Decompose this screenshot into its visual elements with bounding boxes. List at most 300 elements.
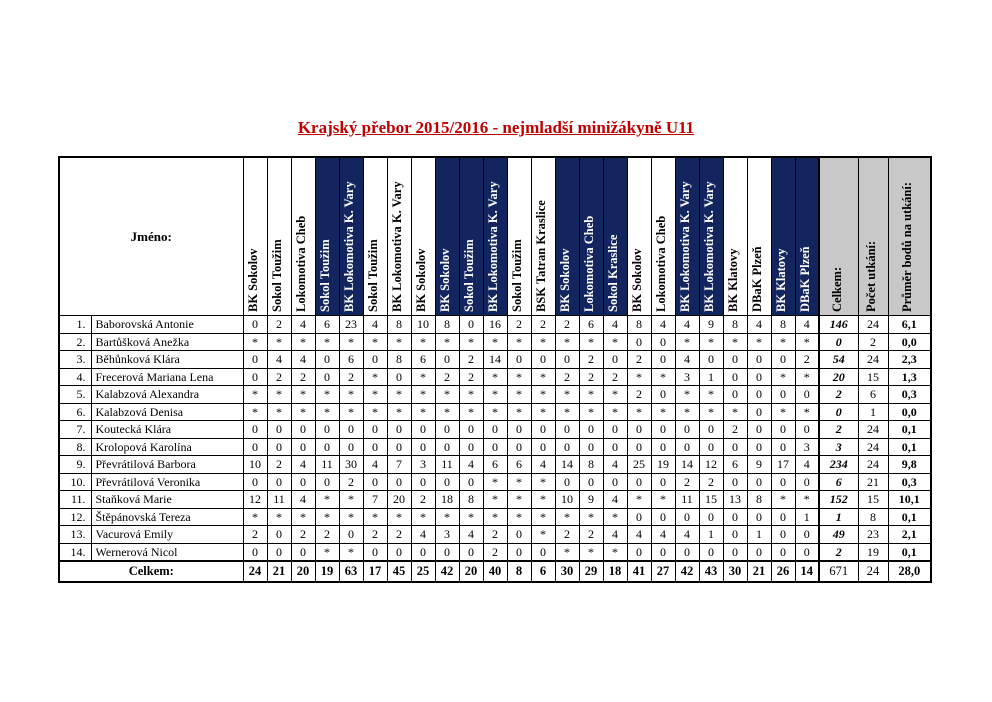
score-cell: 0	[795, 386, 819, 404]
team-column-label: BK Sokolov	[246, 248, 260, 312]
score-cell: 2	[267, 456, 291, 474]
score-cell: 4	[291, 351, 315, 369]
score-cell: *	[435, 508, 459, 526]
score-cell: 2	[339, 473, 363, 491]
score-cell: 4	[651, 526, 675, 544]
score-cell: *	[579, 403, 603, 421]
score-cell: 10	[555, 491, 579, 509]
score-cell: *	[339, 491, 363, 509]
average-cell: 1,3	[888, 368, 931, 386]
score-cell: 0	[267, 543, 291, 561]
score-cell: *	[699, 403, 723, 421]
average-cell: 0,1	[888, 438, 931, 456]
score-cell: 0	[747, 351, 771, 369]
team-column-label: BK Klatovy	[774, 248, 788, 312]
score-cell: 11	[267, 491, 291, 509]
score-cell: 2	[627, 351, 651, 369]
team-column-header	[243, 157, 267, 316]
score-cell: 0	[675, 438, 699, 456]
column-total-cell: 40	[483, 561, 507, 582]
score-cell: *	[291, 508, 315, 526]
score-cell: 0	[267, 473, 291, 491]
score-cell: *	[555, 333, 579, 351]
score-cell: 18	[435, 491, 459, 509]
score-cell: 0	[699, 508, 723, 526]
average-column-header	[888, 157, 931, 316]
score-cell: 0	[795, 526, 819, 544]
score-cell: *	[771, 491, 795, 509]
score-cell: 25	[627, 456, 651, 474]
score-cell: 0	[603, 351, 627, 369]
score-cell: 4	[291, 491, 315, 509]
score-cell: *	[387, 508, 411, 526]
score-cell: 0	[747, 543, 771, 561]
rank-cell: 4.	[59, 368, 91, 386]
score-cell: 2	[459, 351, 483, 369]
column-total-cell: 29	[579, 561, 603, 582]
score-cell: 4	[459, 526, 483, 544]
column-total-cell: 14	[795, 561, 819, 582]
score-cell: 2	[411, 491, 435, 509]
score-cell: 0	[747, 438, 771, 456]
score-cell: 0	[507, 351, 531, 369]
total-column-header	[819, 157, 858, 316]
score-cell: 15	[699, 491, 723, 509]
score-cell: 10	[243, 456, 267, 474]
total-cell: 1	[819, 508, 858, 526]
team-column-label: BK Sokolov	[630, 248, 644, 312]
score-cell: *	[291, 386, 315, 404]
score-cell: *	[555, 386, 579, 404]
games-cell: 24	[858, 438, 888, 456]
score-cell: 4	[795, 456, 819, 474]
score-cell: 4	[675, 316, 699, 334]
score-cell: 2	[363, 526, 387, 544]
score-cell: *	[675, 386, 699, 404]
column-total-cell: 20	[459, 561, 483, 582]
name-column-header: Jméno:	[59, 157, 243, 316]
average-cell: 0,3	[888, 473, 931, 491]
score-cell: *	[555, 543, 579, 561]
score-cell: 0	[651, 386, 675, 404]
score-cell: *	[435, 403, 459, 421]
rank-cell: 14.	[59, 543, 91, 561]
total-games-cell: 24	[858, 561, 888, 582]
score-cell: 0	[411, 438, 435, 456]
rank-cell: 10.	[59, 473, 91, 491]
column-total-cell: 43	[699, 561, 723, 582]
rank-cell: 5.	[59, 386, 91, 404]
score-cell: *	[795, 491, 819, 509]
score-cell: 2	[723, 421, 747, 439]
team-column-label: Sokol Kraslice	[606, 234, 620, 312]
score-cell: *	[483, 403, 507, 421]
score-cell: *	[531, 473, 555, 491]
score-cell: *	[387, 386, 411, 404]
score-cell: 4	[531, 456, 555, 474]
average-cell: 0,0	[888, 333, 931, 351]
score-cell: *	[315, 403, 339, 421]
column-total-cell: 45	[387, 561, 411, 582]
team-column-header	[531, 157, 555, 316]
player-name-cell: Štěpánovská Tereza	[91, 508, 243, 526]
team-column-header	[747, 157, 771, 316]
total-cell: 0	[819, 333, 858, 351]
score-cell: 0	[387, 543, 411, 561]
results-table	[58, 156, 932, 583]
score-cell: 1	[699, 368, 723, 386]
total-cell: 54	[819, 351, 858, 369]
score-cell: 0	[459, 438, 483, 456]
score-cell: 0	[243, 316, 267, 334]
score-cell: 7	[387, 456, 411, 474]
score-cell: *	[675, 403, 699, 421]
score-cell: 0	[651, 333, 675, 351]
games-cell: 1	[858, 403, 888, 421]
score-cell: 3	[411, 456, 435, 474]
score-cell: *	[795, 368, 819, 386]
player-name-cell: Kalabzová Alexandra	[91, 386, 243, 404]
score-cell: *	[555, 508, 579, 526]
games-cell: 24	[858, 456, 888, 474]
score-cell: *	[579, 508, 603, 526]
score-cell: *	[363, 403, 387, 421]
team-column-header	[507, 157, 531, 316]
average-cell: 9,8	[888, 456, 931, 474]
score-cell: *	[771, 403, 795, 421]
average-cell: 0,1	[888, 421, 931, 439]
rank-cell: 13.	[59, 526, 91, 544]
score-cell: 11	[675, 491, 699, 509]
score-cell: 0	[459, 473, 483, 491]
column-total-cell: 30	[723, 561, 747, 582]
team-column-header	[411, 157, 435, 316]
games-cell: 6	[858, 386, 888, 404]
score-cell: 4	[363, 456, 387, 474]
player-name-cell: Převrátilová Barbora	[91, 456, 243, 474]
total-average-cell: 28,0	[888, 561, 931, 582]
score-cell: *	[507, 508, 531, 526]
score-cell: 2	[555, 526, 579, 544]
grand-total-cell: 671	[819, 561, 858, 582]
score-cell: 8	[459, 491, 483, 509]
score-cell: 0	[747, 403, 771, 421]
score-cell: 0	[579, 421, 603, 439]
score-cell: *	[771, 368, 795, 386]
score-cell: 4	[675, 526, 699, 544]
score-cell: 0	[723, 368, 747, 386]
score-cell: 0	[723, 508, 747, 526]
score-cell: 4	[603, 456, 627, 474]
team-column-label: BK Sokolov	[558, 248, 572, 312]
score-cell: *	[411, 403, 435, 421]
column-total-cell: 63	[339, 561, 363, 582]
score-cell: *	[507, 473, 531, 491]
score-cell: 4	[603, 526, 627, 544]
average-cell: 6,1	[888, 316, 931, 334]
average-cell: 0,0	[888, 403, 931, 421]
total-cell: 49	[819, 526, 858, 544]
score-cell: 7	[363, 491, 387, 509]
table-row	[59, 543, 931, 561]
score-cell: 0	[435, 351, 459, 369]
score-cell: 0	[651, 438, 675, 456]
score-cell: 0	[675, 508, 699, 526]
score-cell: *	[411, 368, 435, 386]
column-total-cell: 24	[243, 561, 267, 582]
score-cell: *	[651, 403, 675, 421]
table-row	[59, 508, 931, 526]
score-cell: 6	[411, 351, 435, 369]
column-total-cell: 30	[555, 561, 579, 582]
team-column-label: BK Lokomotiva K. Vary	[342, 181, 356, 312]
score-cell: 0	[267, 421, 291, 439]
score-cell: *	[723, 333, 747, 351]
score-cell: 2	[579, 351, 603, 369]
score-cell: 8	[579, 456, 603, 474]
score-cell: 0	[771, 508, 795, 526]
score-cell: 0	[363, 473, 387, 491]
score-cell: 0	[243, 368, 267, 386]
score-cell: *	[387, 403, 411, 421]
team-column-header	[555, 157, 579, 316]
score-cell: 9	[699, 316, 723, 334]
score-cell: *	[267, 403, 291, 421]
table-row	[59, 473, 931, 491]
column-total-cell: 41	[627, 561, 651, 582]
team-column-header	[387, 157, 411, 316]
score-cell: 0	[627, 333, 651, 351]
player-name-cell: Převrátilová Veronika	[91, 473, 243, 491]
score-cell: 11	[435, 456, 459, 474]
score-cell: *	[579, 333, 603, 351]
score-cell: 0	[411, 473, 435, 491]
score-cell: 2	[267, 316, 291, 334]
score-cell: *	[291, 403, 315, 421]
team-column-label: Lokomotiva Cheb	[582, 215, 596, 312]
score-cell: 0	[315, 421, 339, 439]
score-cell: *	[315, 333, 339, 351]
score-cell: 6	[507, 456, 531, 474]
score-cell: *	[651, 368, 675, 386]
score-cell: 14	[555, 456, 579, 474]
score-cell: 0	[387, 368, 411, 386]
score-cell: 2	[675, 473, 699, 491]
team-column-header	[363, 157, 387, 316]
score-cell: *	[603, 333, 627, 351]
average-cell: 10,1	[888, 491, 931, 509]
team-column-label: BK Sokolov	[438, 248, 452, 312]
score-cell: 4	[267, 351, 291, 369]
column-total-cell: 26	[771, 561, 795, 582]
score-cell: *	[483, 508, 507, 526]
team-column-header	[795, 157, 819, 316]
score-cell: 0	[315, 351, 339, 369]
score-cell: *	[531, 386, 555, 404]
score-cell: 12	[243, 491, 267, 509]
score-cell: *	[291, 333, 315, 351]
score-cell: 0	[243, 438, 267, 456]
score-cell: *	[267, 386, 291, 404]
score-cell: *	[339, 543, 363, 561]
team-column-label: BK Lokomotiva K. Vary	[390, 181, 404, 312]
score-cell: 0	[699, 421, 723, 439]
score-cell: 0	[747, 368, 771, 386]
score-cell: *	[483, 333, 507, 351]
column-total-cell: 21	[747, 561, 771, 582]
score-cell: 8	[723, 316, 747, 334]
score-cell: 0	[339, 526, 363, 544]
score-cell: *	[699, 333, 723, 351]
score-cell: 2	[459, 368, 483, 386]
score-cell: 0	[747, 473, 771, 491]
score-cell: *	[627, 403, 651, 421]
score-cell: 16	[483, 316, 507, 334]
rank-cell: 11.	[59, 491, 91, 509]
score-cell: 0	[651, 473, 675, 491]
score-cell: 2	[267, 368, 291, 386]
score-cell: 0	[267, 438, 291, 456]
score-cell: *	[627, 491, 651, 509]
table-row	[59, 526, 931, 544]
score-cell: *	[315, 508, 339, 526]
player-name-cell: Frecerová Mariana Lena	[91, 368, 243, 386]
score-cell: 0	[795, 421, 819, 439]
team-column-header	[291, 157, 315, 316]
total-cell: 6	[819, 473, 858, 491]
score-cell: 0	[363, 438, 387, 456]
team-column-label: Sokol Toužim	[462, 239, 476, 312]
score-cell: 0	[675, 421, 699, 439]
score-cell: *	[243, 386, 267, 404]
score-cell: 4	[291, 456, 315, 474]
score-cell: 1	[795, 508, 819, 526]
team-column-header	[267, 157, 291, 316]
score-cell: *	[555, 403, 579, 421]
team-column-label: BK Klatovy	[726, 248, 740, 312]
score-cell: 0	[723, 543, 747, 561]
score-cell: 0	[771, 386, 795, 404]
games-cell: 21	[858, 473, 888, 491]
rank-cell: 9.	[59, 456, 91, 474]
score-cell: 0	[771, 421, 795, 439]
score-cell: 6	[339, 351, 363, 369]
score-cell: 1	[699, 526, 723, 544]
score-cell: 0	[579, 438, 603, 456]
column-total-cell: 27	[651, 561, 675, 582]
score-cell: 0	[315, 473, 339, 491]
column-total-cell: 21	[267, 561, 291, 582]
rank-cell: 7.	[59, 421, 91, 439]
score-cell: *	[747, 333, 771, 351]
score-cell: *	[315, 491, 339, 509]
score-cell: *	[243, 403, 267, 421]
score-cell: 4	[651, 316, 675, 334]
score-cell: 0	[363, 543, 387, 561]
score-cell: *	[315, 543, 339, 561]
total-cell: 2	[819, 543, 858, 561]
score-cell: 0	[507, 438, 531, 456]
score-cell: 0	[555, 438, 579, 456]
score-cell: 0	[555, 473, 579, 491]
average-cell: 0,1	[888, 508, 931, 526]
table-row	[59, 333, 931, 351]
column-total-cell: 18	[603, 561, 627, 582]
score-cell: 2	[555, 368, 579, 386]
score-cell: *	[243, 333, 267, 351]
total-cell: 2	[819, 421, 858, 439]
score-cell: *	[459, 403, 483, 421]
average-cell: 2,1	[888, 526, 931, 544]
score-cell: *	[531, 333, 555, 351]
team-column-label: Lokomotiva Cheb	[294, 215, 308, 312]
score-cell: 0	[435, 438, 459, 456]
score-cell: 0	[435, 473, 459, 491]
score-cell: *	[579, 543, 603, 561]
score-cell: 6	[723, 456, 747, 474]
score-cell: 0	[771, 438, 795, 456]
score-cell: *	[795, 333, 819, 351]
score-cell: *	[531, 368, 555, 386]
player-name-cell: Běhůnková Klára	[91, 351, 243, 369]
team-column-label: BK Lokomotiva K. Vary	[702, 181, 716, 312]
score-cell: 0	[723, 438, 747, 456]
summary-column-label: Celkem:	[829, 266, 844, 312]
score-cell: 0	[459, 316, 483, 334]
score-cell: 2	[435, 368, 459, 386]
team-column-label: Lokomotiva Cheb	[654, 215, 668, 312]
score-cell: 8	[627, 316, 651, 334]
score-cell: 0	[747, 508, 771, 526]
score-cell: 0	[363, 351, 387, 369]
score-cell: 0	[651, 351, 675, 369]
score-cell: 0	[291, 543, 315, 561]
team-column-label: Sokol Toužim	[318, 239, 332, 312]
total-cell: 0	[819, 403, 858, 421]
games-cell: 24	[858, 316, 888, 334]
score-cell: 0	[435, 543, 459, 561]
score-cell: 3	[435, 526, 459, 544]
score-cell: 0	[291, 473, 315, 491]
player-name-cell: Bartůšková Anežka	[91, 333, 243, 351]
score-cell: *	[459, 508, 483, 526]
total-cell: 152	[819, 491, 858, 509]
player-name-cell: Krolopová Karolína	[91, 438, 243, 456]
team-column-header	[579, 157, 603, 316]
score-cell: 0	[627, 421, 651, 439]
score-cell: 4	[459, 456, 483, 474]
team-column-label: Sokol Toužim	[510, 239, 524, 312]
score-cell: 30	[339, 456, 363, 474]
score-cell: *	[723, 403, 747, 421]
page-title: Krajský přebor 2015/2016 - nejmladší minižákyně U11	[297, 118, 695, 137]
score-cell: 2	[483, 526, 507, 544]
team-column-header	[651, 157, 675, 316]
score-cell: *	[435, 333, 459, 351]
team-column-header	[339, 157, 363, 316]
score-cell: 2	[579, 368, 603, 386]
score-cell: 0	[627, 473, 651, 491]
score-cell: 0	[243, 351, 267, 369]
score-cell: 0	[627, 508, 651, 526]
score-cell: *	[651, 491, 675, 509]
games-cell: 15	[858, 368, 888, 386]
score-cell: *	[579, 386, 603, 404]
score-cell: *	[507, 333, 531, 351]
score-cell: 0	[411, 421, 435, 439]
score-cell: 0	[651, 508, 675, 526]
score-cell: 4	[603, 316, 627, 334]
